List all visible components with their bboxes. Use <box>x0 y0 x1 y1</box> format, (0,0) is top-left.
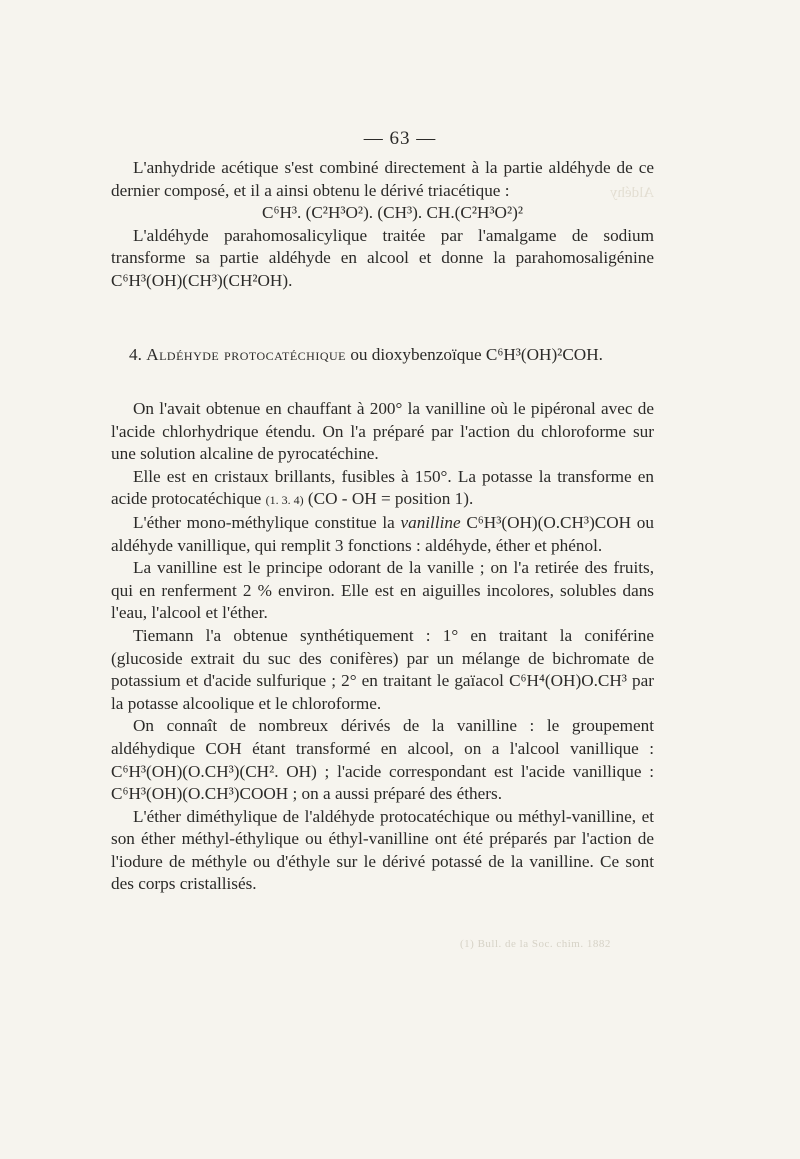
paragraph: Tiemann l'a obtenue synthétiquement : 1° en traitant la coniférine (glucoside extrait du suc des conifères) par un mélange de bichromate de potassium et d'acide sulfurique ; 2° en traitant le gaïacol C⁶H⁴(OH)O.CH³ par la potasse alcoolique et le chloroforme. <box>111 625 654 713</box>
heading-number: 4. <box>129 345 142 364</box>
text: (CO - OH = position 1). <box>307 489 474 509</box>
heading-title: Aldéhyde protocatéchique <box>146 345 347 364</box>
paragraph: La vanilline est le principe odorant de la vanille ; on l'a retirée des fruits, qui en renferment 2 % environ. Elle est en aiguilles incolores, solubles dans l'eau, l'alcool et l'éther. <box>111 558 654 623</box>
paragraph <box>111 466 654 512</box>
section-2 <box>111 398 654 896</box>
section-1 <box>111 157 654 293</box>
paragraph: On connaît de nombreux dérivés de la vanilline : le groupement aldéhydique COH étant transformé en alcool, on a l'alcool vanillique : C⁶H³(OH)(O.CH³)(CH². OH) ; l'acide correspondant est l'acide vanillique : C⁶H³(OH)(O.CH³)COOH ; on a aussi préparé des éthers. <box>111 716 654 804</box>
section-heading <box>111 344 654 367</box>
heading-rest: ou dioxybenzoïque C⁶H³(OH)²COH. <box>350 345 603 364</box>
triacetic-formula: C⁶H³. (C²H³O²). (CH³). CH.(C²H³O²)² <box>262 203 523 223</box>
bleed-through-footnote: (1) Bull. de la Soc. chim. 1882 <box>460 938 611 950</box>
text: L'éther mono-méthylique constitue la <box>133 512 395 532</box>
position-note: (1. 3. 4) <box>265 493 304 508</box>
bleed-through-text: Aldéhy <box>610 185 655 201</box>
text: C⁶H³(OH)(O.CH³)COH ou aldéhyde vanillique, qui remplit 3 fonctions : aldéhyde, éther et phénol. <box>111 512 654 555</box>
paragraph: L'aldéhyde parahomosalicylique traitée par l'amalgame de sodium transforme sa partie aldéhyde en alcool et donne la parahomosaligénine C⁶H³(OH)(CH³)(CH²OH). <box>111 225 654 290</box>
text: Elle est en cristaux brillants, fusibles à 150°. La potasse la transforme en acide protocatéchique <box>111 466 654 509</box>
paragraph: L'éther diméthylique de l'aldéhyde protocatéchique ou méthyl-vanilline, et son éther méthyl-éthylique ou éthyl-vanilline ont été préparés par l'action de l'iodure de méthyle ou d'éthyle sur le dérivé potassé de la vanilline. Ce sont des corps cristallisés. <box>111 806 654 894</box>
paragraph: On l'avait obtenue en chauffant à 200° la vanilline où le pipéronal avec de l'acide chlorhydrique étendu. On l'a préparé par l'action du chloroforme sur une solution alcaline de pyrocatéchine. <box>111 399 654 464</box>
page-number: — 63 — <box>363 128 437 149</box>
paragraph: L'anhydride acétique s'est combiné directement à la partie aldéhyde de ce dernier composé, et il a ainsi obtenu le dérivé triacétique : <box>111 158 654 200</box>
vanilline-term: vanilline <box>400 512 461 532</box>
paragraph <box>111 512 654 557</box>
